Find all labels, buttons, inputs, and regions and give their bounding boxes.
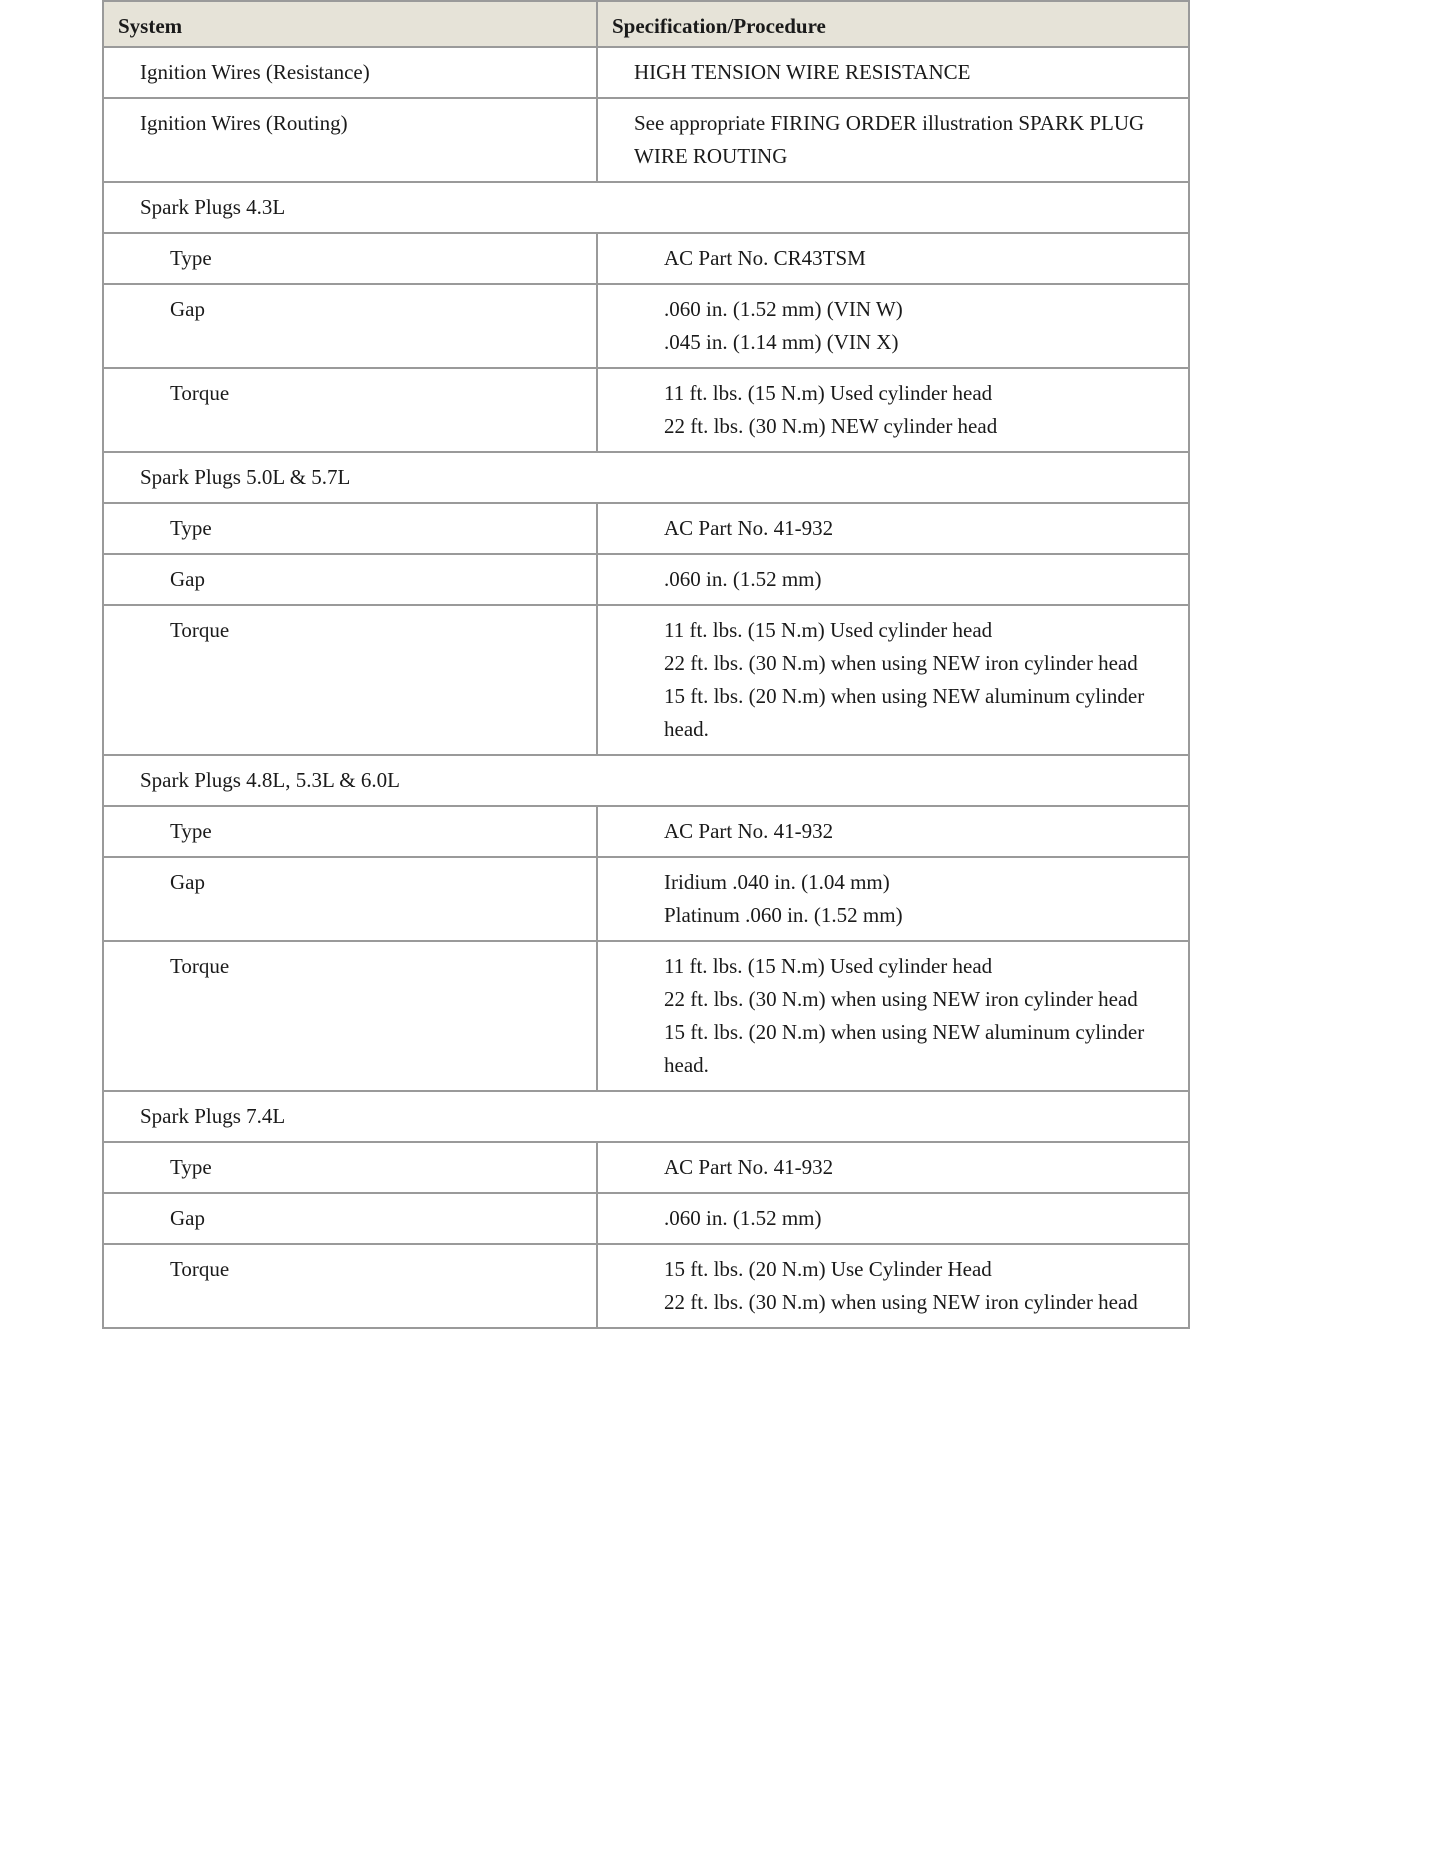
spec-cell — [597, 233, 1189, 284]
spec-cell — [597, 1142, 1189, 1193]
spec-line: 11 ft. lbs. (15 N.m) Used cylinder head — [664, 381, 993, 405]
spec-cell — [597, 284, 1189, 368]
spec-line: AC Part No. 41-932 — [664, 819, 834, 843]
table-row — [103, 1142, 1189, 1193]
header-system: System — [103, 1, 597, 47]
system-cell: Type — [103, 806, 597, 857]
group-row — [103, 182, 1189, 233]
table-row — [103, 233, 1189, 284]
table-row — [103, 605, 1189, 755]
group-title: Spark Plugs 5.0L & 5.7L — [103, 452, 1189, 503]
spec-line: .060 in. (1.52 mm) (VIN W) — [664, 297, 903, 321]
system-cell: Torque — [103, 1244, 597, 1328]
spec-line: 11 ft. lbs. (15 N.m) Used cylinder head — [664, 618, 993, 642]
system-cell: Type — [103, 233, 597, 284]
spec-cell — [597, 368, 1189, 452]
table-header — [103, 1, 1189, 47]
table-row — [103, 1193, 1189, 1244]
system-cell: Gap — [103, 554, 597, 605]
spec-line: 15 ft. lbs. (20 N.m) when using NEW aluminum cylinder head. — [664, 1020, 1145, 1077]
spec-cell — [597, 941, 1189, 1091]
header-row — [103, 1, 1189, 47]
header-spec: Specification/Procedure — [597, 1, 1189, 47]
spec-cell — [597, 1244, 1189, 1328]
system-cell: Torque — [103, 605, 597, 755]
spec-line: AC Part No. CR43TSM — [664, 246, 866, 270]
table-row — [103, 857, 1189, 941]
spec-cell — [597, 47, 1189, 98]
spec-cell — [597, 503, 1189, 554]
group-row — [103, 452, 1189, 503]
table-row — [103, 98, 1189, 182]
system-cell: Torque — [103, 941, 597, 1091]
spec-line: .060 in. (1.52 mm) — [664, 567, 822, 591]
table-row — [103, 1244, 1189, 1328]
spec-cell — [597, 554, 1189, 605]
spec-line: Iridium .040 in. (1.04 mm) — [664, 870, 890, 894]
spec-line: AC Part No. 41-932 — [664, 516, 834, 540]
system-cell: Ignition Wires (Resistance) — [103, 47, 597, 98]
system-cell: Gap — [103, 1193, 597, 1244]
table-row — [103, 503, 1189, 554]
spec-line: .060 in. (1.52 mm) — [664, 1206, 822, 1230]
table-row — [103, 941, 1189, 1091]
spec-cell — [597, 98, 1189, 182]
spec-line: AC Part No. 41-932 — [664, 1155, 834, 1179]
system-cell: Type — [103, 503, 597, 554]
table-body — [103, 47, 1189, 1328]
spec-line: 22 ft. lbs. (30 N.m) when using NEW iron cylinder head — [664, 1290, 1138, 1314]
group-title: Spark Plugs 4.8L, 5.3L & 6.0L — [103, 755, 1189, 806]
spec-line: 22 ft. lbs. (30 N.m) when using NEW iron cylinder head — [664, 651, 1138, 675]
table-row — [103, 47, 1189, 98]
table-row — [103, 554, 1189, 605]
spec-cell — [597, 857, 1189, 941]
spec-line: 22 ft. lbs. (30 N.m) when using NEW iron cylinder head — [664, 987, 1138, 1011]
spec-line: .045 in. (1.14 mm) (VIN X) — [664, 330, 899, 354]
group-title: Spark Plugs 4.3L — [103, 182, 1189, 233]
system-cell: Ignition Wires (Routing) — [103, 98, 597, 182]
spec-cell — [597, 605, 1189, 755]
system-cell: Torque — [103, 368, 597, 452]
system-cell: Gap — [103, 284, 597, 368]
spec-line: Platinum .060 in. (1.52 mm) — [664, 903, 903, 927]
spec-line: 11 ft. lbs. (15 N.m) Used cylinder head — [664, 954, 993, 978]
spec-line: 22 ft. lbs. (30 N.m) NEW cylinder head — [664, 414, 998, 438]
group-title: Spark Plugs 7.4L — [103, 1091, 1189, 1142]
table-row — [103, 806, 1189, 857]
spec-line: See appropriate FIRING ORDER illustration SPARK PLUG WIRE ROUTING — [634, 111, 1145, 168]
group-row — [103, 755, 1189, 806]
table-row — [103, 284, 1189, 368]
system-cell: Type — [103, 1142, 597, 1193]
spec-cell — [597, 1193, 1189, 1244]
table-row — [103, 368, 1189, 452]
spec-line: 15 ft. lbs. (20 N.m) Use Cylinder Head — [664, 1257, 992, 1281]
spec-line: 15 ft. lbs. (20 N.m) when using NEW aluminum cylinder head. — [664, 684, 1145, 741]
spec-cell — [597, 806, 1189, 857]
spec-line: HIGH TENSION WIRE RESISTANCE — [634, 60, 971, 84]
spec-table — [102, 0, 1190, 1329]
group-row — [103, 1091, 1189, 1142]
system-cell: Gap — [103, 857, 597, 941]
